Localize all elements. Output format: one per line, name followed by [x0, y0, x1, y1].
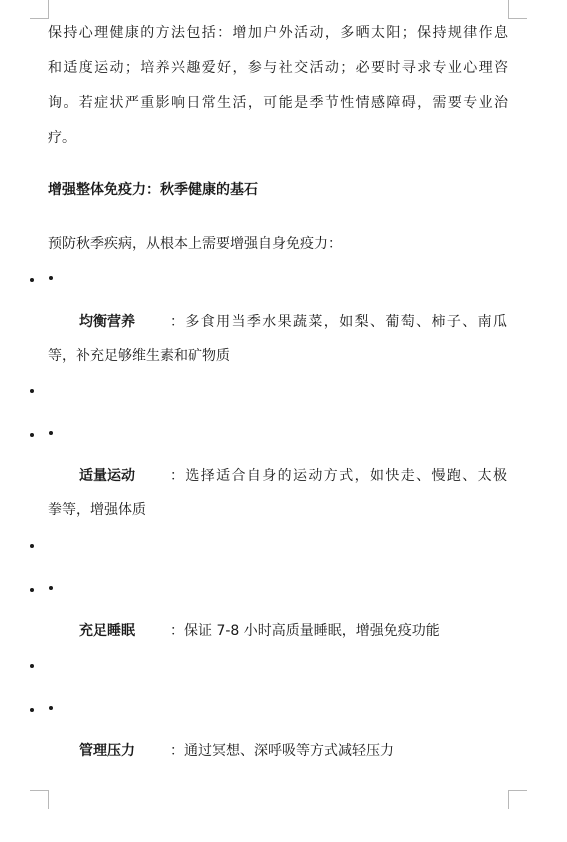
item-description-continued: 拳等，增强体质: [48, 502, 146, 518]
bullet-dot: [30, 708, 34, 712]
bullet-dot: [30, 588, 34, 592]
item-description: ：多食用当季水果蔬菜，如梨、葡萄、柿子、南瓜: [170, 314, 507, 330]
item-title: 管理压力: [79, 743, 135, 759]
bullet-dot: [49, 586, 53, 590]
crop-mark-top-right: [508, 0, 527, 19]
item-description-continued: 等，补充足够维生素和矿物质: [48, 348, 230, 364]
bullet-dot: [30, 278, 34, 282]
crop-mark-top-left: [30, 0, 49, 19]
bullet-dot: [49, 706, 53, 710]
bullet-dot: [49, 276, 53, 280]
bullet-dot: [49, 431, 53, 435]
section-heading: 增强整体免疫力：秋季健康的基石: [48, 182, 258, 198]
bullet-dot: [30, 544, 34, 548]
item-description: ：保证 7-8 小时高质量睡眠，增强免疫功能: [170, 623, 440, 639]
paragraph-line: 保持心理健康的方法包括：增加户外活动，多晒太阳；保持规律作息: [48, 25, 508, 41]
paragraph-line: 询。若症状严重影响日常生活，可能是季节性情感障碍，需要专业治: [48, 95, 508, 111]
bullet-dot: [30, 664, 34, 668]
crop-mark-bottom-left: [30, 790, 49, 809]
item-title: 适量运动: [79, 468, 135, 484]
item-description: ：通过冥想、深呼吸等方式减轻压力: [170, 743, 394, 759]
paragraph-line: 和适度运动；培养兴趣爱好，参与社交活动；必要时寻求专业心理咨: [48, 60, 508, 76]
item-title: 均衡营养: [79, 314, 135, 330]
crop-mark-bottom-right: [508, 790, 527, 809]
item-title: 充足睡眠: [79, 623, 135, 639]
section-intro: 预防秋季疾病，从根本上需要增强自身免疫力：: [48, 236, 342, 252]
bullet-dot: [30, 389, 34, 393]
item-description: ：选择适合自身的运动方式，如快走、慢跑、太极: [170, 468, 507, 484]
bullet-dot: [30, 433, 34, 437]
paragraph-line: 疗。: [48, 130, 76, 146]
